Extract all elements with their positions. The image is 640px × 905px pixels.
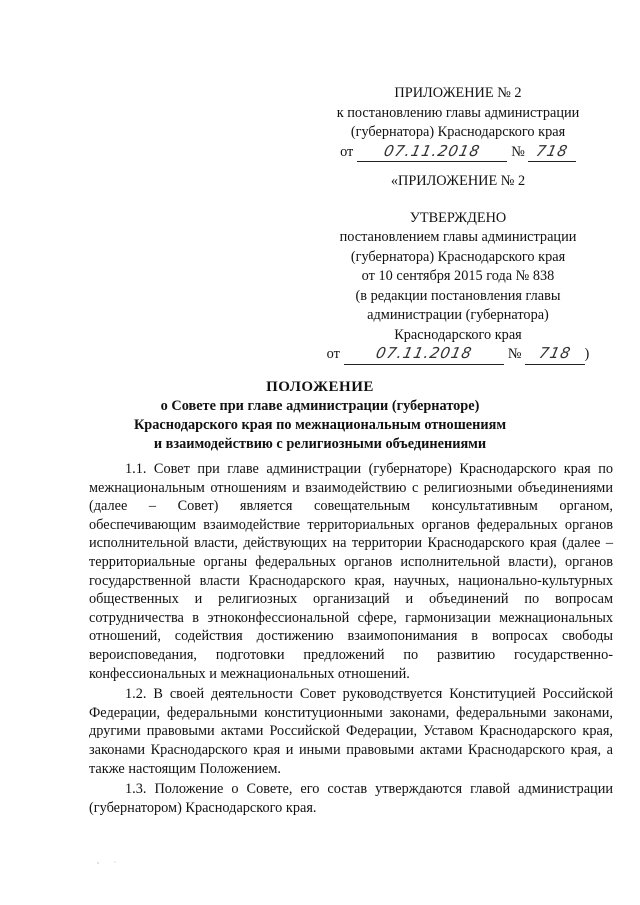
handwritten-date: 07.11.2018 <box>374 344 474 362</box>
approval-line-2: (губернатора) Краснодарского края <box>350 248 566 265</box>
closing-paren: ) <box>584 346 590 362</box>
document-body <box>89 460 613 819</box>
annex-quote-title: «ПРИЛОЖЕНИЕ № 2 <box>390 173 526 189</box>
approval-line-1: постановлением главы администрации <box>339 229 577 245</box>
document-title <box>40 378 600 454</box>
number-label: № <box>511 143 525 160</box>
title-line-1: о Совете при главе администрации (губернаторе) <box>160 398 480 414</box>
annex-date-line <box>340 143 576 163</box>
title-line-2: Краснодарского края по межнациональным отношениям <box>133 417 507 433</box>
handwritten-number: 718 <box>536 344 573 362</box>
annex-header <box>300 84 616 162</box>
approved-heading: УТВЕРЖДЕНО <box>409 209 507 226</box>
annex-line-1: к постановлению главы администрации <box>336 104 580 121</box>
date-blank <box>344 344 504 365</box>
from-label: от <box>340 143 354 160</box>
number-blank <box>528 141 576 162</box>
from-label: от <box>326 346 340 362</box>
date-blank <box>357 141 507 162</box>
approval-line-6: Краснодарского края <box>394 326 522 343</box>
approval-header <box>300 172 616 365</box>
annex-title: ПРИЛОЖЕНИЕ № 2 <box>394 85 522 101</box>
annex-line-2: (губернатора) Краснодарского края <box>350 124 566 140</box>
scan-speck <box>95 858 135 868</box>
approval-line-5: администрации (губернатора) <box>367 307 549 323</box>
approval-line-4: (в редакции постановления главы <box>355 287 561 304</box>
title-main: ПОЛОЖЕНИЕ <box>266 379 374 395</box>
paragraph-1-2: 1.2. В своей деятельности Совет руководствуется Конституцией Российской Федерации, федеральными конституционными законами, федеральными законами, другими правовыми актами Российской Федерации, Уставом Краснодарского края, законами Краснодарского края и иными правовыми актами Краснодарского края, а также настоящим Положением. <box>89 686 613 777</box>
approval-line-3: от 10 сентября 2015 года № 838 <box>361 268 555 284</box>
handwritten-number: 718 <box>534 141 570 160</box>
paragraph-1-1: 1.1. Совет при главе администрации (губернаторе) Краснодарского края по межнациональным отношениям и взаимодействию с религиозными объединениями (далее – Совет) является совещательным консультативным органом, обеспечивающим взаимодействие территориальных органов федеральных органов исполнительной власти, действующих на территории Краснодарского края (далее – территориальные органы федеральных органов исполнительной власти), органов государственной власти Краснодарского края, научных, национально-культурных общественных и религиозных организаций и объединений по вопросам сотрудничества в этноконфессиональной сфере, гармонизации межнациональных отношений, содействия достижению взаимопонимания в вопросах свободы вероисповедания, подготовки предложений по развитию государственно-конфессиональных и межнациональных отношений. <box>89 461 613 682</box>
number-label: № <box>507 346 522 362</box>
approval-date-line <box>327 345 590 365</box>
number-blank <box>525 344 585 365</box>
title-line-3: и взаимодействию с религиозными объединениями <box>153 436 487 452</box>
paragraph-1-3: 1.3. Положение о Совете, его состав утверждаются главой администрации (губернатором) Краснодарского края. <box>89 781 613 816</box>
handwritten-date: 07.11.2018 <box>382 141 483 160</box>
